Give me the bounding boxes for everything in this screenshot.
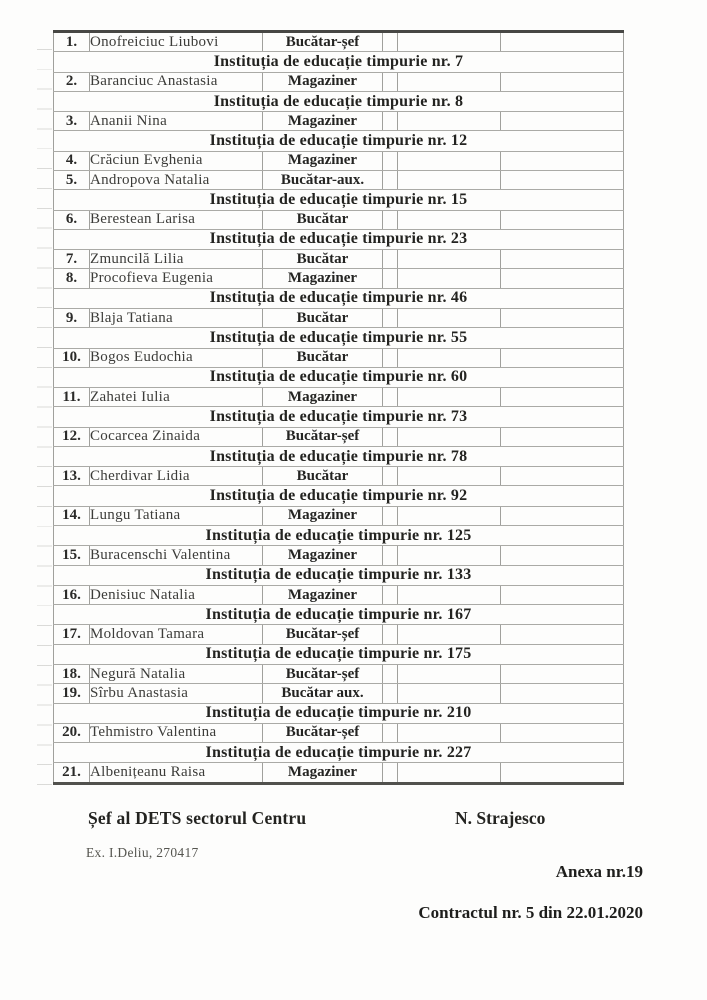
name-cell: Onofreiciuc Liubovi (90, 32, 263, 52)
institution-row (54, 52, 624, 72)
empty-cell-a (383, 665, 398, 684)
staff-table (53, 30, 624, 785)
institution-header-cell: Instituția de educație timpurie nr. 7 (54, 52, 624, 72)
staff-table-body (54, 32, 624, 784)
name-cell: Sîrbu Anastasia (90, 684, 263, 703)
position-cell: Magaziner (263, 506, 383, 525)
name-cell: Berestean Larisa (90, 210, 263, 229)
row-number-cell: 1. (54, 32, 90, 52)
institution-header-cell: Instituția de educație timpurie nr. 55 (54, 328, 624, 348)
institution-row (54, 328, 624, 348)
empty-cell-a (383, 467, 398, 486)
empty-cell-a (383, 250, 398, 269)
empty-cell-c (501, 210, 624, 229)
empty-cell-c (501, 171, 624, 190)
empty-cell-a (383, 210, 398, 229)
row-number-cell: 21. (54, 763, 90, 784)
empty-cell-c (501, 665, 624, 684)
institution-row (54, 407, 624, 427)
person-row (54, 585, 624, 604)
empty-cell-b (398, 348, 501, 367)
institution-header-cell: Instituția de educație timpurie nr. 210 (54, 703, 624, 723)
institution-header-cell: Instituția de educație timpurie nr. 227 (54, 743, 624, 763)
name-cell: Zmuncilă Lilia (90, 250, 263, 269)
person-row (54, 210, 624, 229)
annex-label: Anexa nr.19 (555, 862, 643, 881)
row-number-cell: 9. (54, 308, 90, 327)
position-cell: Bucătar-șef (263, 32, 383, 52)
institution-header-cell: Instituția de educație timpurie nr. 73 (54, 407, 624, 427)
position-cell: Bucătar aux. (263, 684, 383, 703)
name-cell: Procofieva Eugenia (90, 269, 263, 288)
institution-header-cell: Instituția de educație timpurie nr. 92 (54, 486, 624, 506)
row-number-cell: 10. (54, 348, 90, 367)
row-number-cell: 16. (54, 585, 90, 604)
position-cell: Bucătar-șef (263, 665, 383, 684)
name-cell: Buracenschi Valentina (90, 546, 263, 565)
scan-artifact-ticks (37, 30, 52, 785)
person-row (54, 665, 624, 684)
institution-header-cell: Instituția de educație timpurie nr. 167 (54, 605, 624, 625)
empty-cell-b (398, 151, 501, 170)
name-cell: Andropova Natalia (90, 171, 263, 190)
institution-header-cell: Instituția de educație timpurie nr. 133 (54, 565, 624, 585)
position-cell: Bucătar (263, 467, 383, 486)
empty-cell-c (501, 112, 624, 131)
institution-header-cell: Instituția de educație timpurie nr. 8 (54, 91, 624, 111)
empty-cell-a (383, 32, 398, 52)
institution-header-cell: Instituția de educație timpurie nr. 23 (54, 229, 624, 249)
name-cell: Bogos Eudochia (90, 348, 263, 367)
empty-cell-c (501, 467, 624, 486)
empty-cell-c (501, 506, 624, 525)
person-row (54, 684, 624, 703)
person-row (54, 467, 624, 486)
empty-cell-a (383, 348, 398, 367)
empty-cell-b (398, 546, 501, 565)
person-row (54, 625, 624, 644)
empty-cell-c (501, 348, 624, 367)
position-cell: Magaziner (263, 763, 383, 784)
empty-cell-b (398, 506, 501, 525)
position-cell: Magaziner (263, 151, 383, 170)
signature-title: Șef al DETS sectorul Centru (88, 808, 307, 828)
empty-cell-c (501, 723, 624, 742)
institution-row (54, 743, 624, 763)
name-cell: Tehmistro Valentina (90, 723, 263, 742)
empty-cell-a (383, 269, 398, 288)
empty-cell-a (383, 388, 398, 407)
row-number-cell: 12. (54, 427, 90, 446)
institution-row (54, 605, 624, 625)
person-row (54, 269, 624, 288)
person-row (54, 506, 624, 525)
position-cell: Bucătar (263, 250, 383, 269)
name-cell: Baranciuc Anastasia (90, 72, 263, 91)
row-number-cell: 4. (54, 151, 90, 170)
person-row (54, 388, 624, 407)
name-cell: Crăciun Evghenia (90, 151, 263, 170)
institution-row (54, 367, 624, 387)
empty-cell-a (383, 112, 398, 131)
empty-cell-a (383, 308, 398, 327)
row-number-cell: 7. (54, 250, 90, 269)
empty-cell-b (398, 625, 501, 644)
institution-header-cell: Instituția de educație timpurie nr. 175 (54, 644, 624, 664)
institution-row (54, 288, 624, 308)
executor-note: Ex. I.Deliu, 270417 (86, 845, 199, 860)
empty-cell-b (398, 210, 501, 229)
empty-cell-b (398, 269, 501, 288)
empty-cell-b (398, 72, 501, 91)
signature-name: N. Strajesco (455, 808, 546, 828)
person-row (54, 348, 624, 367)
empty-cell-b (398, 250, 501, 269)
row-number-cell: 11. (54, 388, 90, 407)
position-cell: Bucătar-aux. (263, 171, 383, 190)
row-number-cell: 13. (54, 467, 90, 486)
empty-cell-b (398, 171, 501, 190)
person-row (54, 308, 624, 327)
institution-header-cell: Instituția de educație timpurie nr. 60 (54, 367, 624, 387)
empty-cell-c (501, 269, 624, 288)
empty-cell-b (398, 723, 501, 742)
position-cell: Magaziner (263, 112, 383, 131)
empty-cell-b (398, 388, 501, 407)
person-row (54, 763, 624, 784)
position-cell: Bucătar-șef (263, 427, 383, 446)
empty-cell-b (398, 585, 501, 604)
institution-row (54, 565, 624, 585)
person-row (54, 112, 624, 131)
position-cell: Bucătar-șef (263, 625, 383, 644)
empty-cell-b (398, 684, 501, 703)
institution-header-cell: Instituția de educație timpurie nr. 125 (54, 526, 624, 546)
empty-cell-c (501, 763, 624, 784)
row-number-cell: 17. (54, 625, 90, 644)
empty-cell-b (398, 665, 501, 684)
person-row (54, 546, 624, 565)
name-cell: Zahatei Iulia (90, 388, 263, 407)
institution-row (54, 190, 624, 210)
name-cell: Blaja Tatiana (90, 308, 263, 327)
empty-cell-a (383, 625, 398, 644)
empty-cell-c (501, 546, 624, 565)
empty-cell-b (398, 32, 501, 52)
institution-row (54, 229, 624, 249)
name-cell: Denisiuc Natalia (90, 585, 263, 604)
row-number-cell: 19. (54, 684, 90, 703)
empty-cell-c (501, 250, 624, 269)
name-cell: Cherdivar Lidia (90, 467, 263, 486)
empty-cell-a (383, 684, 398, 703)
empty-cell-c (501, 625, 624, 644)
row-number-cell: 14. (54, 506, 90, 525)
row-number-cell: 3. (54, 112, 90, 131)
empty-cell-a (383, 151, 398, 170)
empty-cell-a (383, 506, 398, 525)
empty-cell-b (398, 112, 501, 131)
empty-cell-c (501, 388, 624, 407)
name-cell: Negură Natalia (90, 665, 263, 684)
institution-row (54, 91, 624, 111)
institution-row (54, 703, 624, 723)
name-cell: Cocarcea Zinaida (90, 427, 263, 446)
empty-cell-a (383, 72, 398, 91)
position-cell: Bucătar (263, 210, 383, 229)
empty-cell-a (383, 763, 398, 784)
empty-cell-a (383, 427, 398, 446)
institution-header-cell: Instituția de educație timpurie nr. 12 (54, 131, 624, 151)
person-row (54, 72, 624, 91)
empty-cell-a (383, 585, 398, 604)
row-number-cell: 8. (54, 269, 90, 288)
institution-row (54, 446, 624, 466)
institution-header-cell: Instituția de educație timpurie nr. 78 (54, 446, 624, 466)
row-number-cell: 2. (54, 72, 90, 91)
empty-cell-a (383, 546, 398, 565)
person-row (54, 723, 624, 742)
empty-cell-c (501, 427, 624, 446)
person-row (54, 32, 624, 52)
position-cell: Bucătar (263, 348, 383, 367)
empty-cell-a (383, 171, 398, 190)
empty-cell-c (501, 72, 624, 91)
institution-header-cell: Instituția de educație timpurie nr. 15 (54, 190, 624, 210)
name-cell: Moldovan Tamara (90, 625, 263, 644)
empty-cell-a (383, 723, 398, 742)
person-row (54, 427, 624, 446)
person-row (54, 151, 624, 170)
position-cell: Magaziner (263, 269, 383, 288)
person-row (54, 250, 624, 269)
position-cell: Magaziner (263, 72, 383, 91)
empty-cell-b (398, 427, 501, 446)
institution-row (54, 486, 624, 506)
position-cell: Magaziner (263, 388, 383, 407)
position-cell: Magaziner (263, 585, 383, 604)
contract-label: Contractul nr. 5 din 22.01.2020 (418, 903, 643, 922)
name-cell: Ananii Nina (90, 112, 263, 131)
institution-row (54, 644, 624, 664)
empty-cell-c (501, 585, 624, 604)
empty-cell-b (398, 308, 501, 327)
person-row (54, 171, 624, 190)
row-number-cell: 20. (54, 723, 90, 742)
row-number-cell: 5. (54, 171, 90, 190)
position-cell: Magaziner (263, 546, 383, 565)
position-cell: Bucătar-șef (263, 723, 383, 742)
empty-cell-b (398, 467, 501, 486)
row-number-cell: 18. (54, 665, 90, 684)
institution-row (54, 526, 624, 546)
name-cell: Albenițeanu Raisa (90, 763, 263, 784)
row-number-cell: 6. (54, 210, 90, 229)
institution-header-cell: Instituția de educație timpurie nr. 46 (54, 288, 624, 308)
empty-cell-b (398, 763, 501, 784)
empty-cell-c (501, 308, 624, 327)
institution-row (54, 131, 624, 151)
empty-cell-c (501, 32, 624, 52)
row-number-cell: 15. (54, 546, 90, 565)
position-cell: Bucătar (263, 308, 383, 327)
name-cell: Lungu Tatiana (90, 506, 263, 525)
empty-cell-c (501, 151, 624, 170)
empty-cell-c (501, 684, 624, 703)
